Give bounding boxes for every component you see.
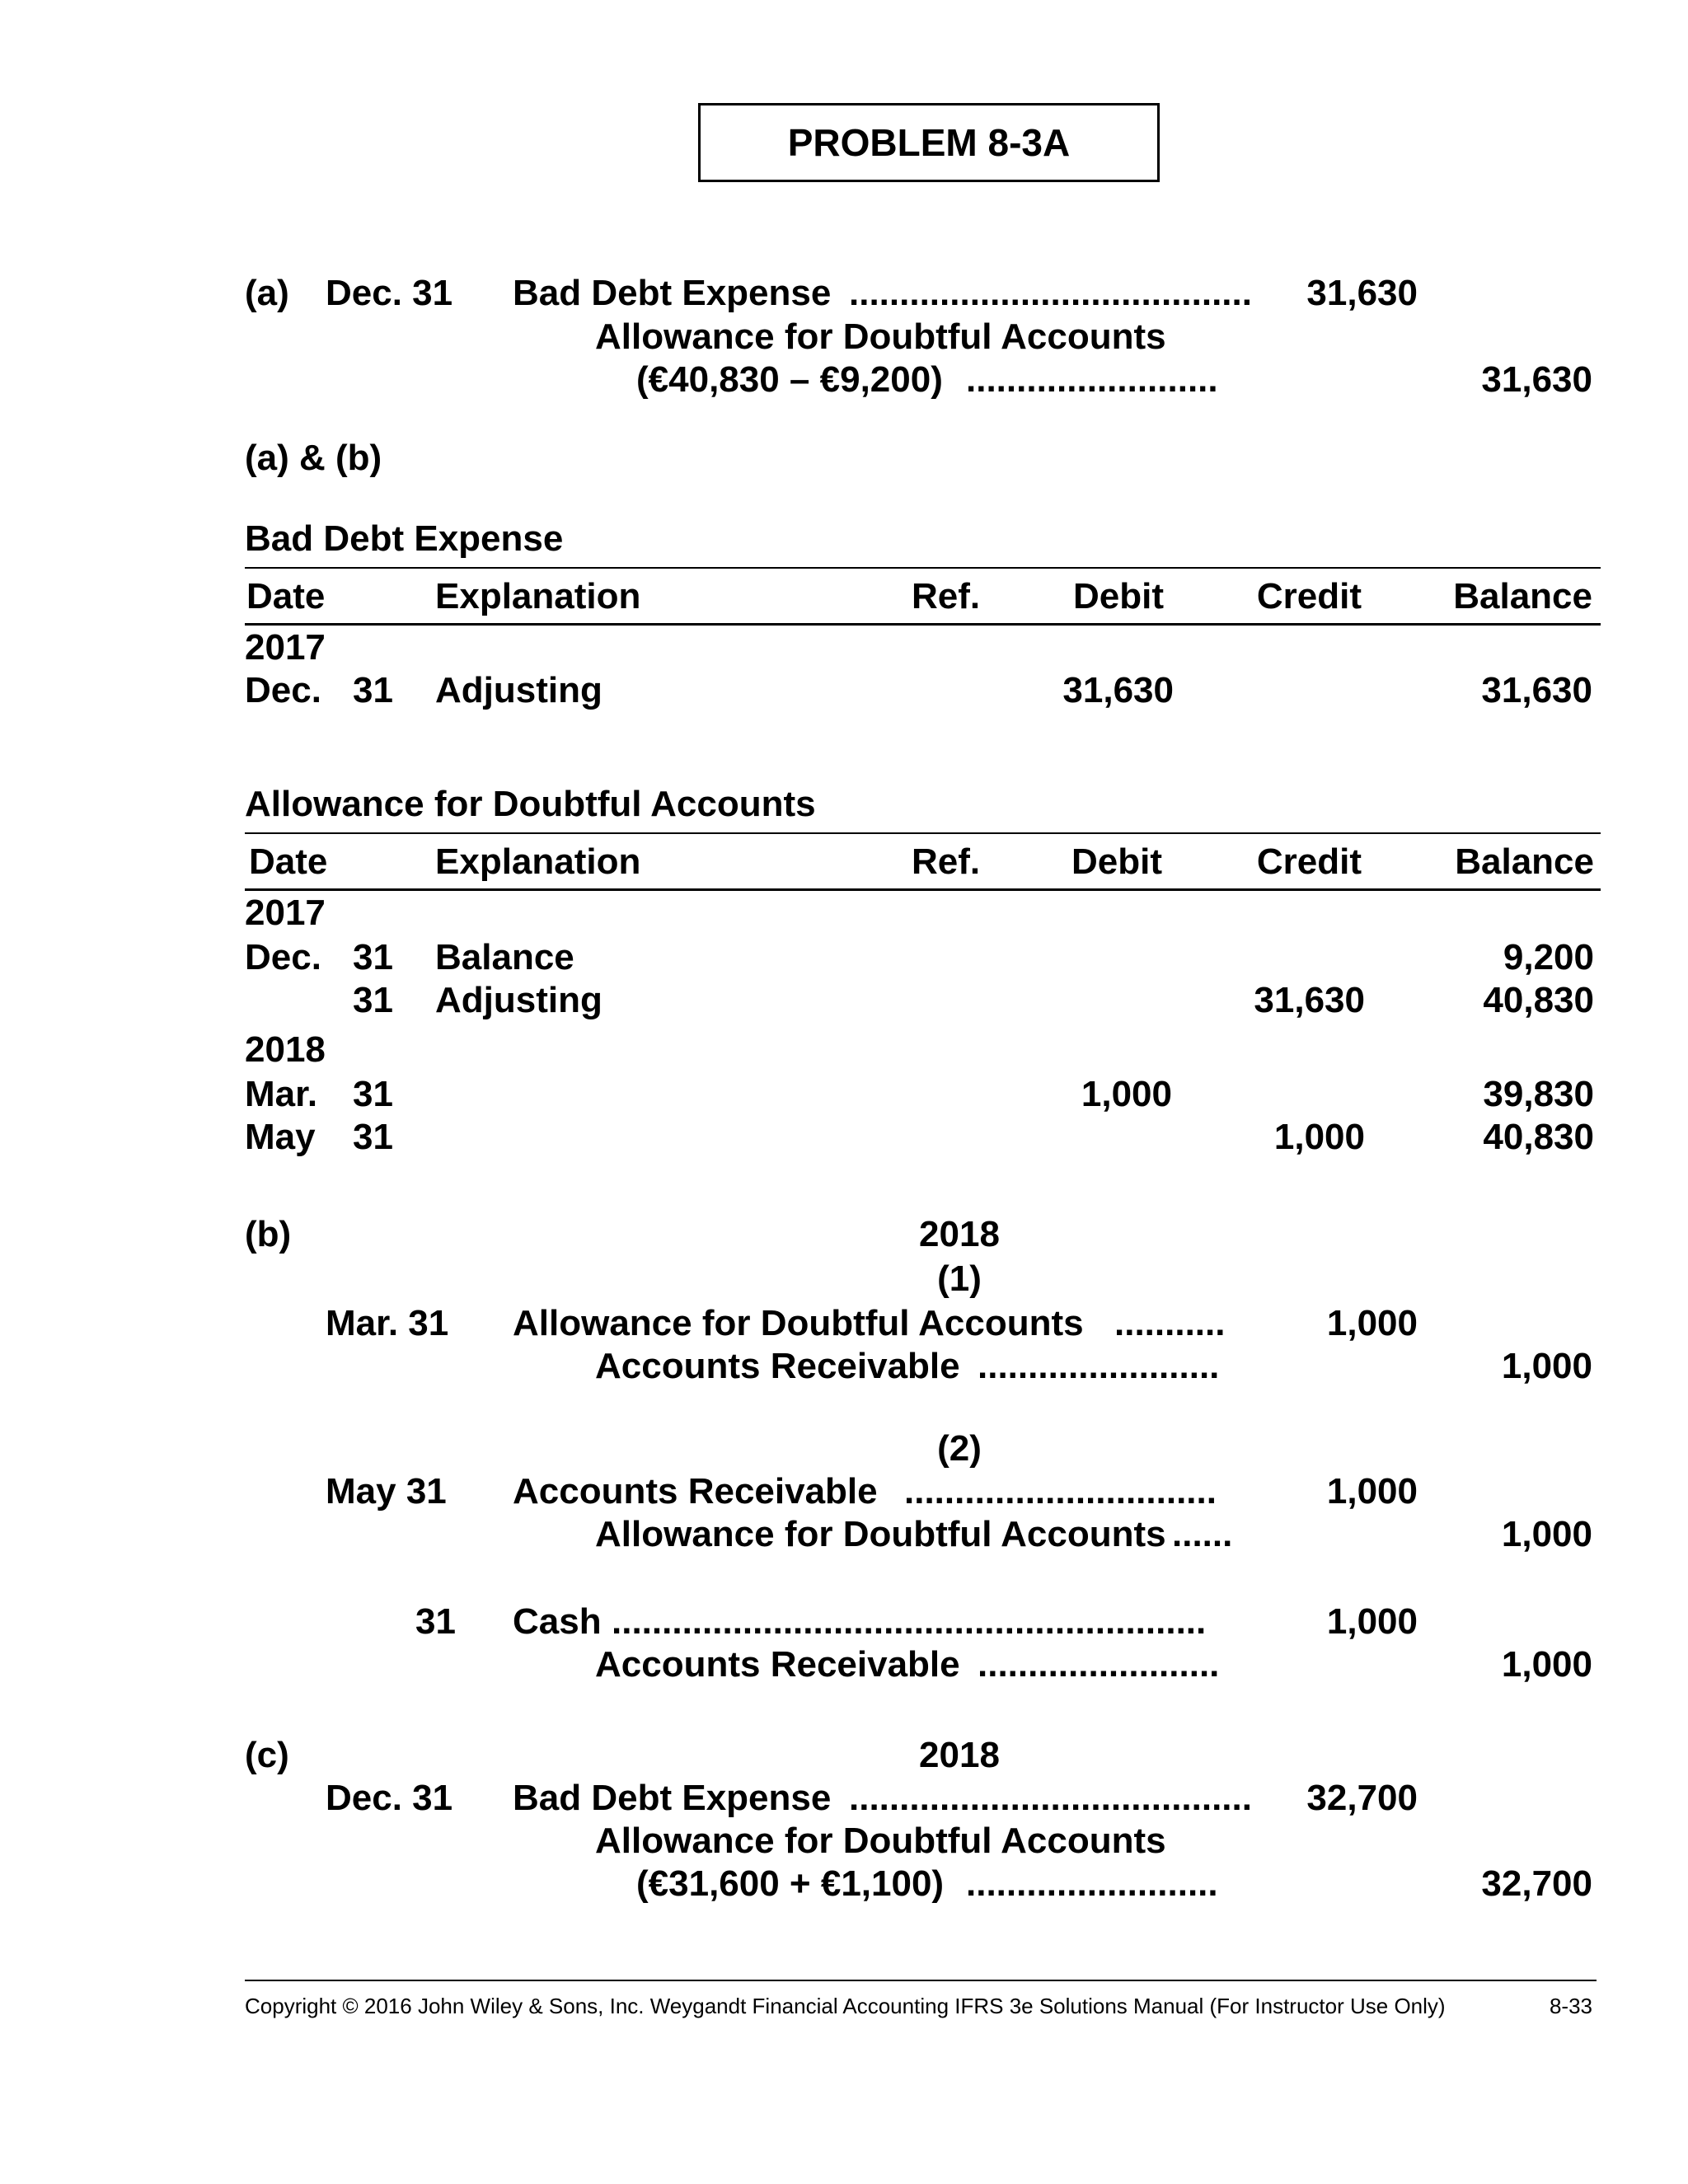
entry-number: (2): [937, 1428, 982, 1469]
ledger-row-month: Mar.: [245, 1074, 318, 1114]
ledger-row-explanation: Adjusting: [435, 980, 603, 1020]
entry-debit-amount: 1,000: [1326, 1601, 1418, 1642]
leader-dots: ........................................: [849, 1778, 1252, 1818]
ledger-row-balance: 31,630: [1481, 670, 1592, 710]
ledger-row-credit: 1,000: [1273, 1117, 1365, 1157]
column-header-debit: Debit: [1073, 576, 1164, 616]
ledger-row-day: 31: [353, 1117, 393, 1157]
part-b-year: 2018: [919, 1214, 1000, 1254]
leader-dots: .........................: [966, 1863, 1218, 1904]
ledger-row-balance: 40,830: [1483, 1117, 1594, 1157]
column-header-ref: Ref.: [912, 841, 981, 882]
column-header-credit: Credit: [1256, 841, 1362, 882]
entry-debit-account: Allowance for Doubtful Accounts: [513, 1303, 1084, 1343]
part-a-debit-amount: 31,630: [1306, 273, 1418, 313]
entry-debit-account: Cash: [513, 1601, 602, 1642]
part-a-credit-account: Allowance for Doubtful Accounts: [595, 316, 1166, 357]
entry-number: (1): [937, 1258, 982, 1299]
leader-dots: ...........................................................: [612, 1601, 1207, 1642]
column-header-balance: Balance: [1455, 841, 1594, 882]
entry-date: 31: [415, 1601, 456, 1642]
ledger-row-balance: 39,830: [1483, 1074, 1594, 1114]
ledger-row-year: 2017: [245, 893, 326, 933]
ledger-row-debit: 1,000: [1081, 1074, 1172, 1114]
column-header-ref: Ref.: [912, 576, 981, 616]
column-header-credit: Credit: [1256, 576, 1362, 616]
ledger-title: Allowance for Doubtful Accounts: [245, 784, 816, 824]
entry-date: May 31: [326, 1471, 447, 1511]
entry-debit-account: Accounts Receivable: [513, 1471, 878, 1511]
ledger-row-day: 31: [353, 670, 393, 710]
part-c-year: 2018: [919, 1735, 1000, 1775]
column-header-explanation: Explanation: [435, 841, 641, 882]
part-c-credit-amount: 32,700: [1481, 1863, 1592, 1904]
part-a-credit-detail: (€40,830 – €9,200): [636, 359, 943, 400]
entry-credit-amount: 1,000: [1501, 1514, 1592, 1554]
page-title: PROBLEM 8-3A: [698, 103, 1160, 182]
ledger-row-year: 2018: [245, 1029, 326, 1070]
footer-copyright: Copyright © 2016 John Wiley & Sons, Inc. Weygandt Financial Accounting IFRS 3e Solutions Manual (For Instructor Use Only): [245, 1994, 1446, 2018]
part-c-debit-amount: 32,700: [1306, 1778, 1418, 1818]
leader-dots: .........................: [966, 359, 1218, 400]
part-c-credit-account: Allowance for Doubtful Accounts: [595, 1821, 1166, 1861]
leader-dots: ...............................: [904, 1471, 1217, 1511]
column-header-debit: Debit: [1071, 841, 1162, 882]
entry-credit-account: Allowance for Doubtful Accounts: [595, 1514, 1166, 1554]
ledger-row-day: 31: [353, 1074, 393, 1114]
ledger-row-balance: 40,830: [1483, 980, 1594, 1020]
page-number: 8-33: [1549, 1994, 1592, 2018]
leader-dots: ......: [1172, 1514, 1233, 1554]
entry-credit-account: Accounts Receivable: [595, 1644, 960, 1685]
entry-debit-amount: 1,000: [1326, 1303, 1418, 1343]
ledger-row-balance: 9,200: [1503, 937, 1594, 977]
ledger-row-explanation: Adjusting: [435, 670, 603, 710]
leader-dots: ........................: [978, 1644, 1220, 1685]
leader-dots: ........................................: [849, 273, 1252, 313]
column-header-balance: Balance: [1453, 576, 1592, 616]
part-a-debit-account: Bad Debt Expense: [513, 273, 832, 313]
entry-credit-amount: 1,000: [1501, 1346, 1592, 1386]
column-header-date: Date: [249, 841, 328, 882]
part-b-label: (b): [245, 1214, 292, 1254]
ledger-row-explanation: Balance: [435, 937, 574, 977]
entry-date: Mar. 31: [326, 1303, 449, 1343]
section-ab-label: (a) & (b): [245, 438, 382, 478]
part-a-credit-amount: 31,630: [1481, 359, 1592, 400]
ledger-row-year: 2017: [245, 627, 326, 668]
ledger-row-month: Dec.: [245, 937, 321, 977]
part-c-credit-detail: (€31,600 + €1,100): [636, 1863, 945, 1904]
ledger-row-credit: 31,630: [1254, 980, 1365, 1020]
column-header-explanation: Explanation: [435, 576, 641, 616]
part-c-date: Dec. 31: [326, 1778, 453, 1818]
ledger-row-day: 31: [353, 980, 393, 1020]
part-a-date: Dec. 31: [326, 273, 453, 313]
entry-debit-amount: 1,000: [1326, 1471, 1418, 1511]
part-c-debit-account: Bad Debt Expense: [513, 1778, 832, 1818]
leader-dots: ........................: [978, 1346, 1220, 1386]
column-header-date: Date: [246, 576, 326, 616]
ledger-row-debit: 31,630: [1062, 670, 1174, 710]
entry-credit-account: Accounts Receivable: [595, 1346, 960, 1386]
part-c-label: (c): [245, 1735, 289, 1775]
ledger-row-month: Dec.: [245, 670, 321, 710]
entry-credit-amount: 1,000: [1501, 1644, 1592, 1685]
ledger-row-day: 31: [353, 937, 393, 977]
ledger-title: Bad Debt Expense: [245, 518, 564, 559]
footer-rule: [245, 1980, 1597, 1981]
part-a-label: (a): [245, 273, 289, 313]
ledger-row-month: May: [245, 1117, 316, 1157]
leader-dots: ...........: [1114, 1303, 1226, 1343]
